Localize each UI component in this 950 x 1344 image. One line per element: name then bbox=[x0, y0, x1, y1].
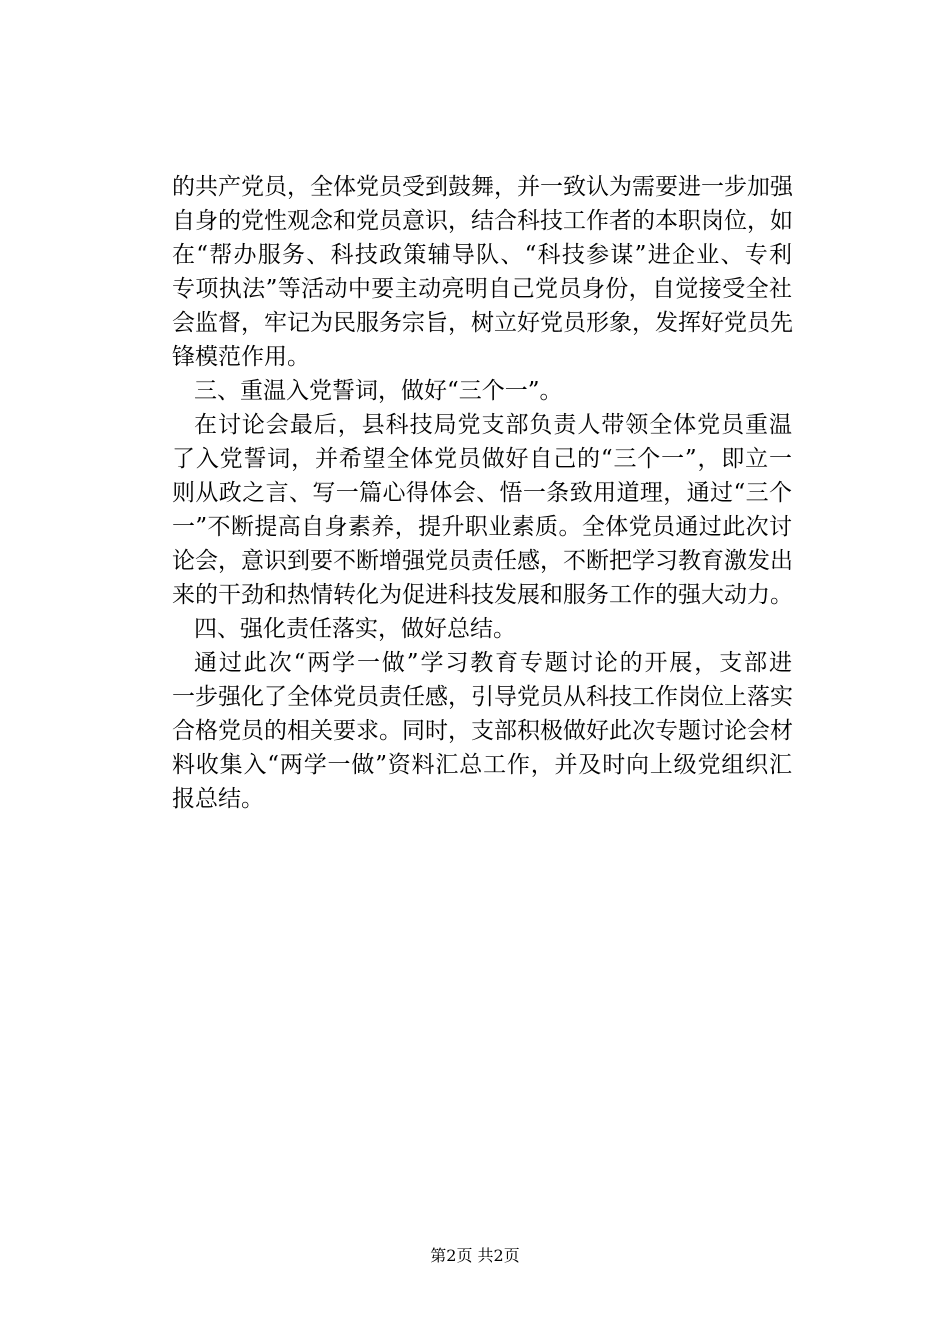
text-line: 的共产党员，全体党员受到鼓舞，并一致认为需要进一步加强 bbox=[172, 174, 793, 200]
paragraph-first-line: 通过此次“两学一做”学习教育专题讨论的开展，支部进 bbox=[194, 650, 792, 676]
page-footer: 第2页 共2页 bbox=[430, 1246, 520, 1265]
text-line: 一步强化了全体党员责任感，引导党员从科技工作岗位上落实 bbox=[172, 684, 793, 710]
text-line: 锋模范作用。 bbox=[172, 344, 310, 370]
text-line: 在“帮办服务、科技政策辅导队、“科技参谋”进企业、专利 bbox=[172, 242, 792, 268]
text-line: 论会，意识到要不断增强党员责任感，不断把学习教育激发出 bbox=[172, 548, 793, 574]
section-heading: 四、强化责任落实，做好总结。 bbox=[194, 616, 516, 642]
text-line: 会监督，牢记为民服务宗旨，树立好党员形象，发挥好党员先 bbox=[172, 310, 793, 336]
text-line: 来的干劲和热情转化为促进科技发展和服务工作的强大动力。 bbox=[172, 582, 793, 608]
document-body bbox=[172, 170, 792, 816]
text-line: 自身的党性观念和党员意识，结合科技工作者的本职岗位，如 bbox=[172, 208, 793, 234]
text-line: 了入党誓词，并希望全体党员做好自己的“三个一”，即立一 bbox=[172, 446, 792, 472]
text-line: 专项执法”等活动中要主动亮明自己党员身份，自觉接受全社 bbox=[172, 276, 792, 302]
text-line: 合格党员的相关要求。同时，支部积极做好此次专题讨论会材 bbox=[172, 718, 793, 744]
text-line: 一”不断提高自身素养，提升职业素质。全体党员通过此次讨 bbox=[172, 514, 792, 540]
text-line: 报总结。 bbox=[172, 786, 264, 812]
text-line: 则从政之言、写一篇心得体会、悟一条致用道理，通过“三个 bbox=[172, 480, 792, 506]
section-heading: 三、重温入党誓词，做好“三个一”。 bbox=[194, 378, 563, 404]
paragraph-first-line: 在讨论会最后，县科技局党支部负责人带领全体党员重温 bbox=[194, 412, 792, 438]
text-line: 料收集入“两学一做”资料汇总工作，并及时向上级党组织汇 bbox=[172, 752, 792, 778]
